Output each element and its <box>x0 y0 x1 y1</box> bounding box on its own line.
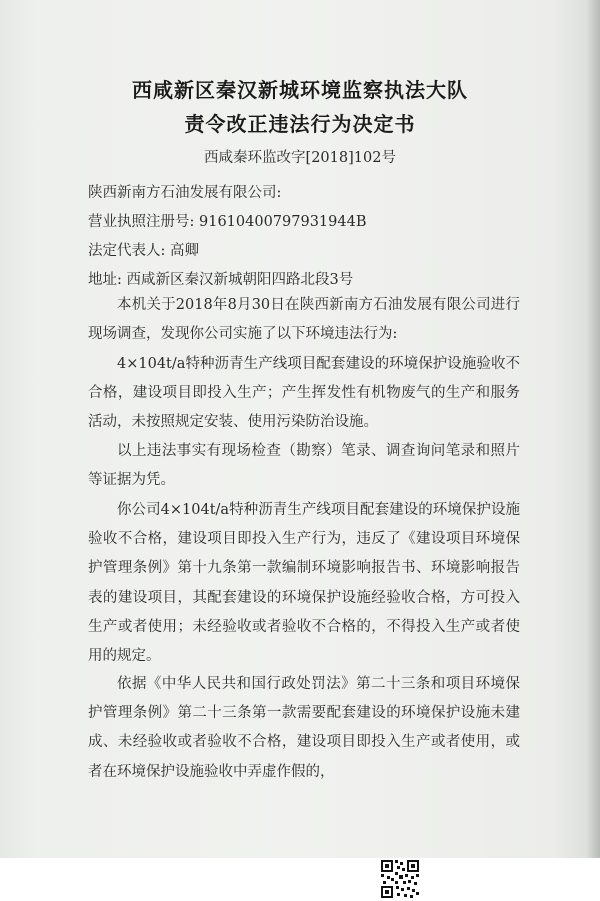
license-number: 营业执照注册号: 91610400797931944B <box>88 214 367 230</box>
recipient-name: 陕西新南方石油发展有限公司: <box>88 185 282 201</box>
document-title-line2: 责令改正违法行为决定书 <box>184 112 416 136</box>
paragraph-penalty-basis: 依据《中华人民共和国行政处罚法》第二十三条和项目环境保护管理条例》第二十三条第一款需要配套建设的环境保护设施未建成、未经验收或者验收不合格，建设项目即投入生产或者使用，或者在环境保护设施验收中弄虚作假的， <box>88 676 520 780</box>
document-title-line1: 西咸新区秦汉新城环境监察执法大队 <box>132 78 468 102</box>
paragraph-legal-basis: 你公司4×104t/a特种沥青生产线项目配套建设的环境保护设施验收不合格，建设项目即投入生产行为，违反了《建设项目环境保护管理条例》第十九条第一款编制环境影响报告书、环境影响报告表的建设项目，其配套建设的环境保护设施经验收合格，方可投入生产或者使用；未经验收或者验收不合格的，不得投入生产或者使用的规定。 <box>88 502 520 665</box>
paragraph-violation: 4×104t/a特种沥青生产线项目配套建设的环境保护设施验收不合格，建设项目即投入生产；产生挥发性有机物废气的生产和服务活动，未按照规定安装、使用污染防治设施。 <box>88 356 520 431</box>
paragraph-investigation: 本机关于2018年8月30日在陕西新南方石油发展有限公司进行现场调查，发现你公司实施了以下环境违法行为: <box>88 297 520 343</box>
qr-code-icon <box>380 859 420 899</box>
company-address: 地址: 西咸新区秦汉新城朝阳四路北段3号 <box>88 272 354 288</box>
legal-representative: 法定代表人: 高卿 <box>88 243 199 259</box>
paragraph-evidence: 以上违法事实有现场检查（勘察）笔录、调查询问笔录和照片等证据为凭。 <box>88 443 520 489</box>
document-number: 西咸秦环监改字[2018]102号 <box>204 150 396 166</box>
